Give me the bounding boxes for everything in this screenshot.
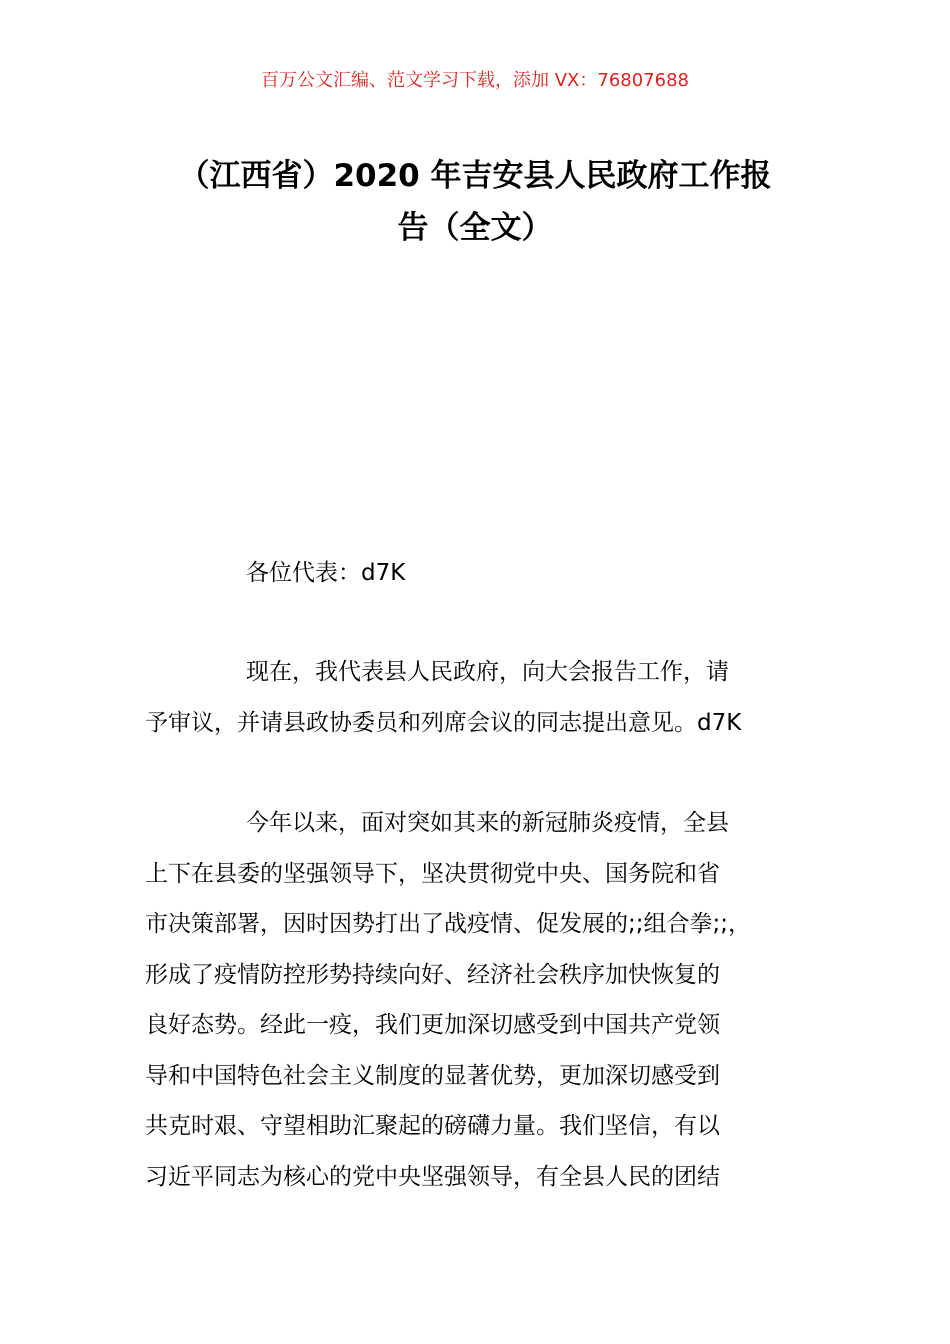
paragraph-line: 上下在县委的坚强领导下，坚决贯彻党中央、国务院和省 bbox=[145, 860, 720, 887]
paragraph-line: 市决策部署，因时因势打出了战疫情、促发展的;;组合拳;;， bbox=[145, 911, 751, 937]
salutation: 各位代表：d7K bbox=[246, 560, 406, 586]
paragraph-line: 共克时艰、守望相助汇聚起的磅礴力量。我们坚信，有以 bbox=[145, 1113, 720, 1139]
paragraph-line: 形成了疫情防控形势持续向好、经济社会秩序加快恢复的 bbox=[145, 961, 720, 988]
paragraph-line: 习近平同志为核心的党中央坚强领导，有全县人民的团结 bbox=[145, 1163, 720, 1190]
document-title bbox=[130, 150, 820, 254]
paragraph-line: 现在，我代表县人民政府，向大会报告工作，请 bbox=[246, 659, 729, 685]
paragraph-line: 良好态势。经此一疫，我们更加深切感受到中国共产党领 bbox=[145, 1012, 720, 1038]
paragraph-line: 导和中国特色社会主义制度的显著优势，更加深切感受到 bbox=[145, 1062, 720, 1089]
paragraph-line: 予审议，并请县政协委员和列席会议的同志提出意见。d7K bbox=[145, 709, 742, 736]
paragraph-2 bbox=[145, 798, 813, 1202]
paragraph-1 bbox=[145, 647, 813, 748]
document-title-line-2: 告（全文） bbox=[397, 210, 553, 246]
header-promo-note: 百万公文汇编、范文学习下载，添加 VX：76807688 bbox=[261, 70, 689, 91]
paragraph-line: 今年以来，面对突如其来的新冠肺炎疫情，全县 bbox=[246, 810, 729, 836]
document-title-line-1: （江西省）2020 年吉安县人民政府工作报 bbox=[178, 158, 772, 194]
